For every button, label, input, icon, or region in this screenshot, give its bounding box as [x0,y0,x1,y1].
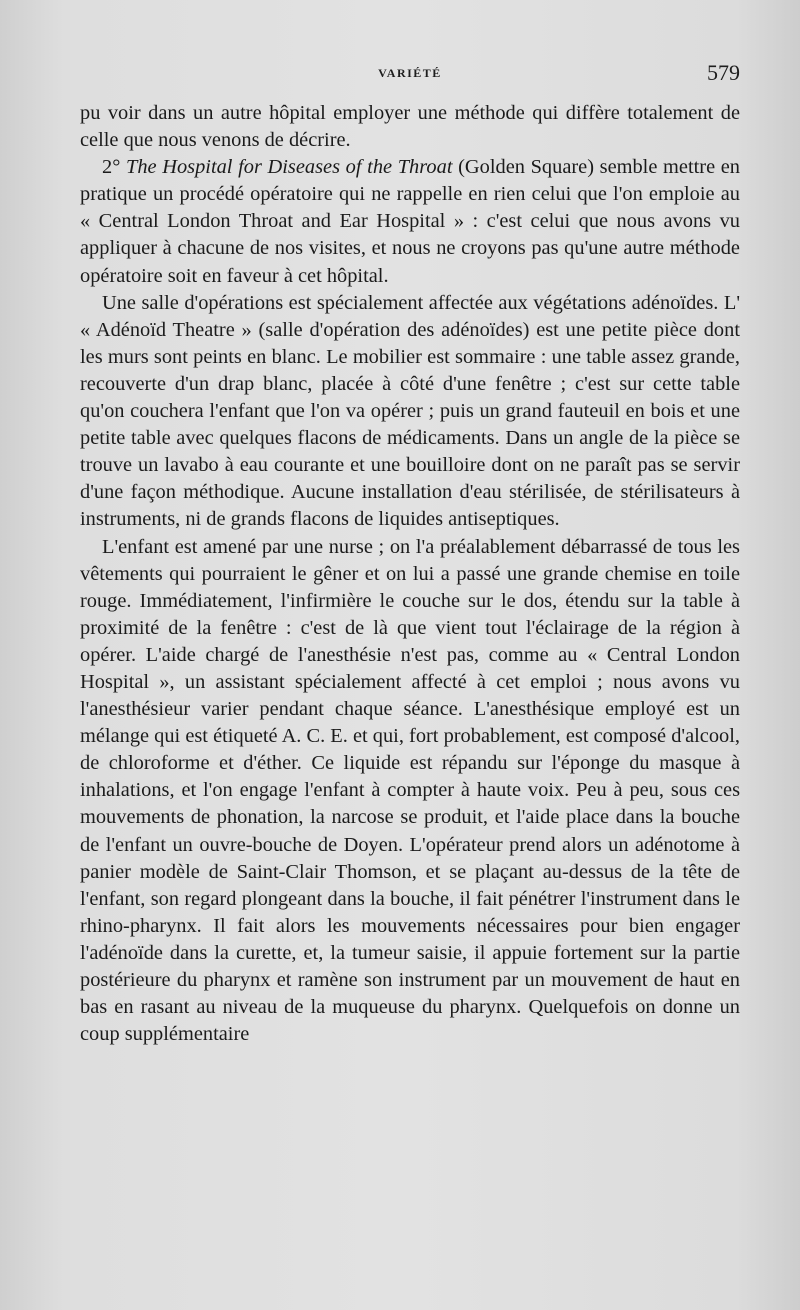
paragraph-operation-procedure: L'enfant est amené par une nurse ; on l'a préalablement débarrassé de tous les vêtements qui pourraient le gêner et on lui a passé une grande chemise en toile rouge. Immédiatement, l'infirmière le couche sur le dos, étendu sur la table à proximité de la fenêtre : c'est de là que vient tout l'éclairage de la région à opérer. L'aide chargé de l'anesthésie n'est pas, comme au « Central London Hospital », un assistant spécialement affecté à cet emploi ; nous avons vu l'anesthésieur varier pendant chaque séance. L'anesthésique employé est un mélange qui est étiqueté A. C. E. et qui, fort probablement, est composé d'alcool, de chloroforme et d'éther. Ce liquide est répandu sur l'éponge du masque à inhalations, et l'on engage l'enfant à compter à haute voix. Peu à peu, sous ces mouvements de phonation, la narcose se produit, et l'aide place dans la bouche de l'enfant un ouvre-bouche de Doyen. L'opérateur prend alors un adénotome à panier modèle de Saint-Clair Thomson, et se plaçant au-dessus de la tête de l'enfant, son regard plongeant dans la bouche, il fait pénétrer l'instrument dans le rhino-pharynx. Il fait alors les mouvements nécessaires pour bien engager l'adénoïde dans la curette, et, la tumeur saisie, il appuie fortement sur la partie postérieure du pharynx et ramène son instrument par un mouvement de haut en bas en rasant au niveau de la muqueuse du pharynx. Quelquefois on donne un coup supplémentaire [80,535,740,1046]
paragraph-hospital-diseases-throat [80,154,740,289]
paragraph-continuation: pu voir dans un autre hôpital employer une méthode qui diffère totalement de celle que nous venons de décrire. [80,102,740,152]
running-head: VARIÉTÉ [378,66,442,80]
list-number: 2° [102,156,126,179]
body-text [80,100,740,1048]
paragraph-operating-room: Une salle d'opérations est spécialement affectée aux végétations adénoïdes. L' « Adénoïd Theatre » (salle d'opération des adénoïdes) est une petite pièce dont les murs sont peints en blanc. Le mobilier est sommaire : une table assez grande, recouverte d'un drap blanc, placée à côté d'une fenêtre ; c'est sur cette table qu'on couchera l'enfant que l'on va opérer ; puis un grand fauteuil en bois et une petite table avec quelques flacons de médicaments. Dans un angle de la pièce se trouve un lavabo à eau courante et une bouilloire dont on ne paraît pas se servir d'une façon méthodique. Aucune installation d'eau stérilisée, de stérilisateurs à instruments, ni de grands flacons de liquides antiseptiques. [80,291,740,531]
paragraph-text: (Golden Square) semble mettre en pratique un procédé opératoire qui ne rappelle en rien celui que l'on emploie au « Central London Throat and Ear Hospital » : c'est celui que nous avons vu appliquer à chacune de nos visites, et nous ne croyons pas qu'une autre méthode opératoire soit en faveur à cet hôpital. [80,156,741,287]
page-header [80,60,740,90]
hospital-name: The Hospital for Diseases of the Throat [126,156,453,179]
page-number: 579 [707,60,740,85]
